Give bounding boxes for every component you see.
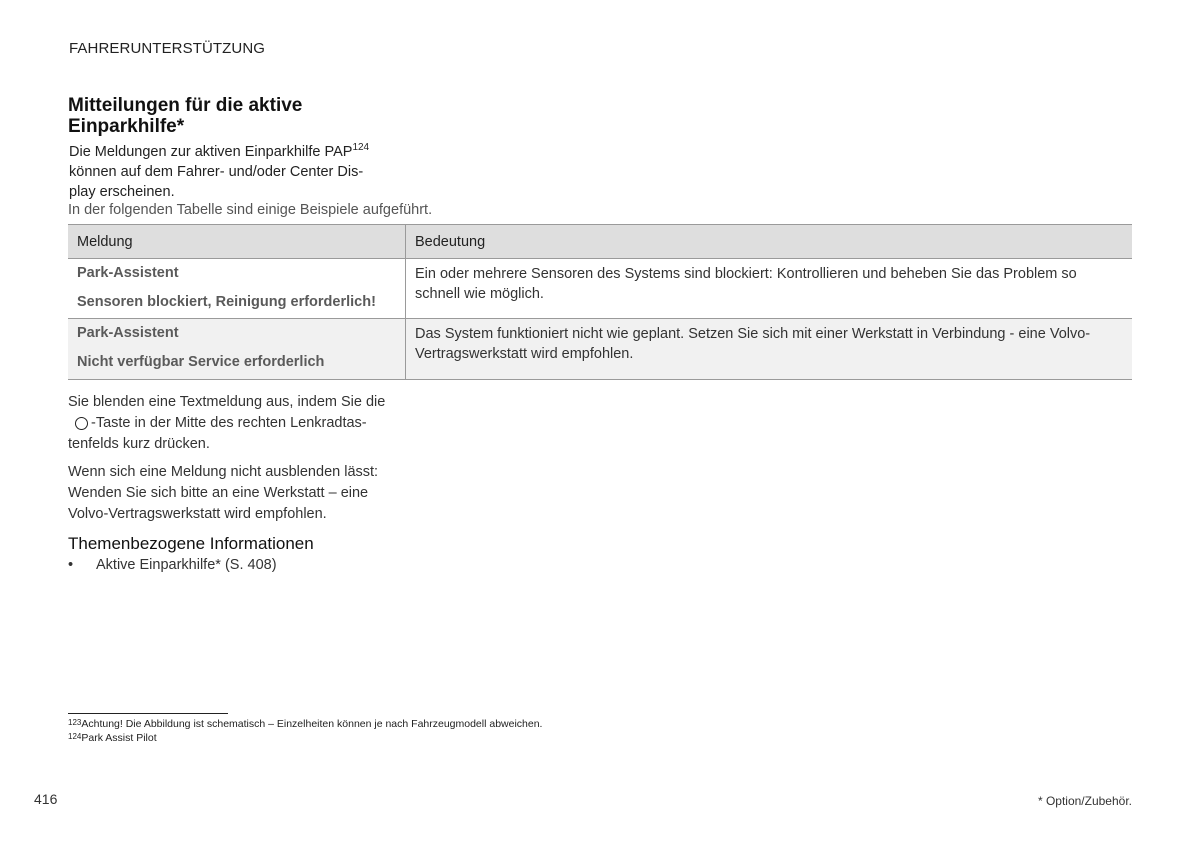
section-title-line2: Einparkhilfe* [68,116,185,137]
related-link-label[interactable]: Aktive Einparkhilfe* (S. 408) [96,557,277,573]
table-header-row [68,225,1132,259]
dismiss-line1: Sie blenden eine Textmeldung aus, indem Sie die [68,394,386,410]
footnote-ref: 124 [68,732,82,741]
footnote-124 [68,732,157,744]
column-header-bedeutung: Bedeutung [406,225,1133,259]
related-info-heading: Themenbezogene Informationen [68,534,314,553]
intro-line4: In der folgenden Tabelle sind einige Beispiele aufgeführt. [68,202,433,218]
table-row [68,319,1132,380]
footnote-divider [68,713,228,714]
intro-line2: können auf dem Fahrer- und/oder Center Dis- [69,164,364,180]
column-header-meldung: Meldung [68,225,406,259]
footnote-text: Park Assist Pilot [81,732,157,744]
workshop-line2: Wenden Sie sich bitte an eine Werkstatt – eine [68,485,369,501]
option-note: * Option/Zubehör. [1037,794,1132,808]
meaning-text: Ein oder mehrere Sensoren des Systems sind blockiert: Kontrollieren und beheben Sie das Problem so schnell wie möglich. [415,266,1077,302]
message-cell [68,259,406,319]
bullet-icon: • [68,557,74,573]
footnote-text: Achtung! Die Abbildung ist schematisch – Einzelheiten können je nach Fahrzeugmodell abweichen. [81,718,543,730]
circle-button-icon [75,417,88,430]
section-title [68,95,388,137]
message-name: Park-Assistent [77,265,179,281]
intro-paragraph [69,142,399,202]
workshop-line3: Volvo-Vertragswerkstatt wird empfohlen. [68,506,327,522]
message-name: Park-Assistent [77,325,179,341]
workshop-line1: Wenn sich eine Meldung nicht ausblenden lässt: [68,464,379,480]
footnote-ref[interactable]: 124 [352,142,370,153]
dismiss-line2: -Taste in der Mitte des rechten Lenkradtas- [91,415,367,431]
dismiss-line3: tenfelds kurz drücken. [68,436,210,452]
meaning-cell [406,319,1133,380]
footnote-123 [68,718,542,730]
section-title-line1: Mitteilungen für die aktive [68,95,303,116]
footnote-ref: 123 [68,718,82,727]
message-cell [68,319,406,380]
message-table [68,224,1132,380]
message-detail: Sensoren blockiert, Reinigung erforderlich! [77,294,376,310]
message-detail: Nicht verfügbar Service erforderlich [77,354,325,370]
dismiss-instruction [68,392,408,455]
meaning-cell [406,259,1133,319]
meaning-text: Das System funktioniert nicht wie geplant. Setzen Sie sich mit einer Werkstatt in Verbindung - eine Volvo-Vertragswerkstatt wird empfohlen. [415,326,1091,362]
running-head: FAHRERUNTERSTÜTZUNG [69,40,266,57]
intro-line3: play erscheinen. [69,184,175,200]
table-row [68,259,1132,319]
intro-line1: Die Meldungen zur aktiven Einparkhilfe PAP [69,144,353,160]
related-link[interactable] [68,557,277,573]
page-number: 416 [34,791,58,807]
workshop-instruction [68,462,408,525]
